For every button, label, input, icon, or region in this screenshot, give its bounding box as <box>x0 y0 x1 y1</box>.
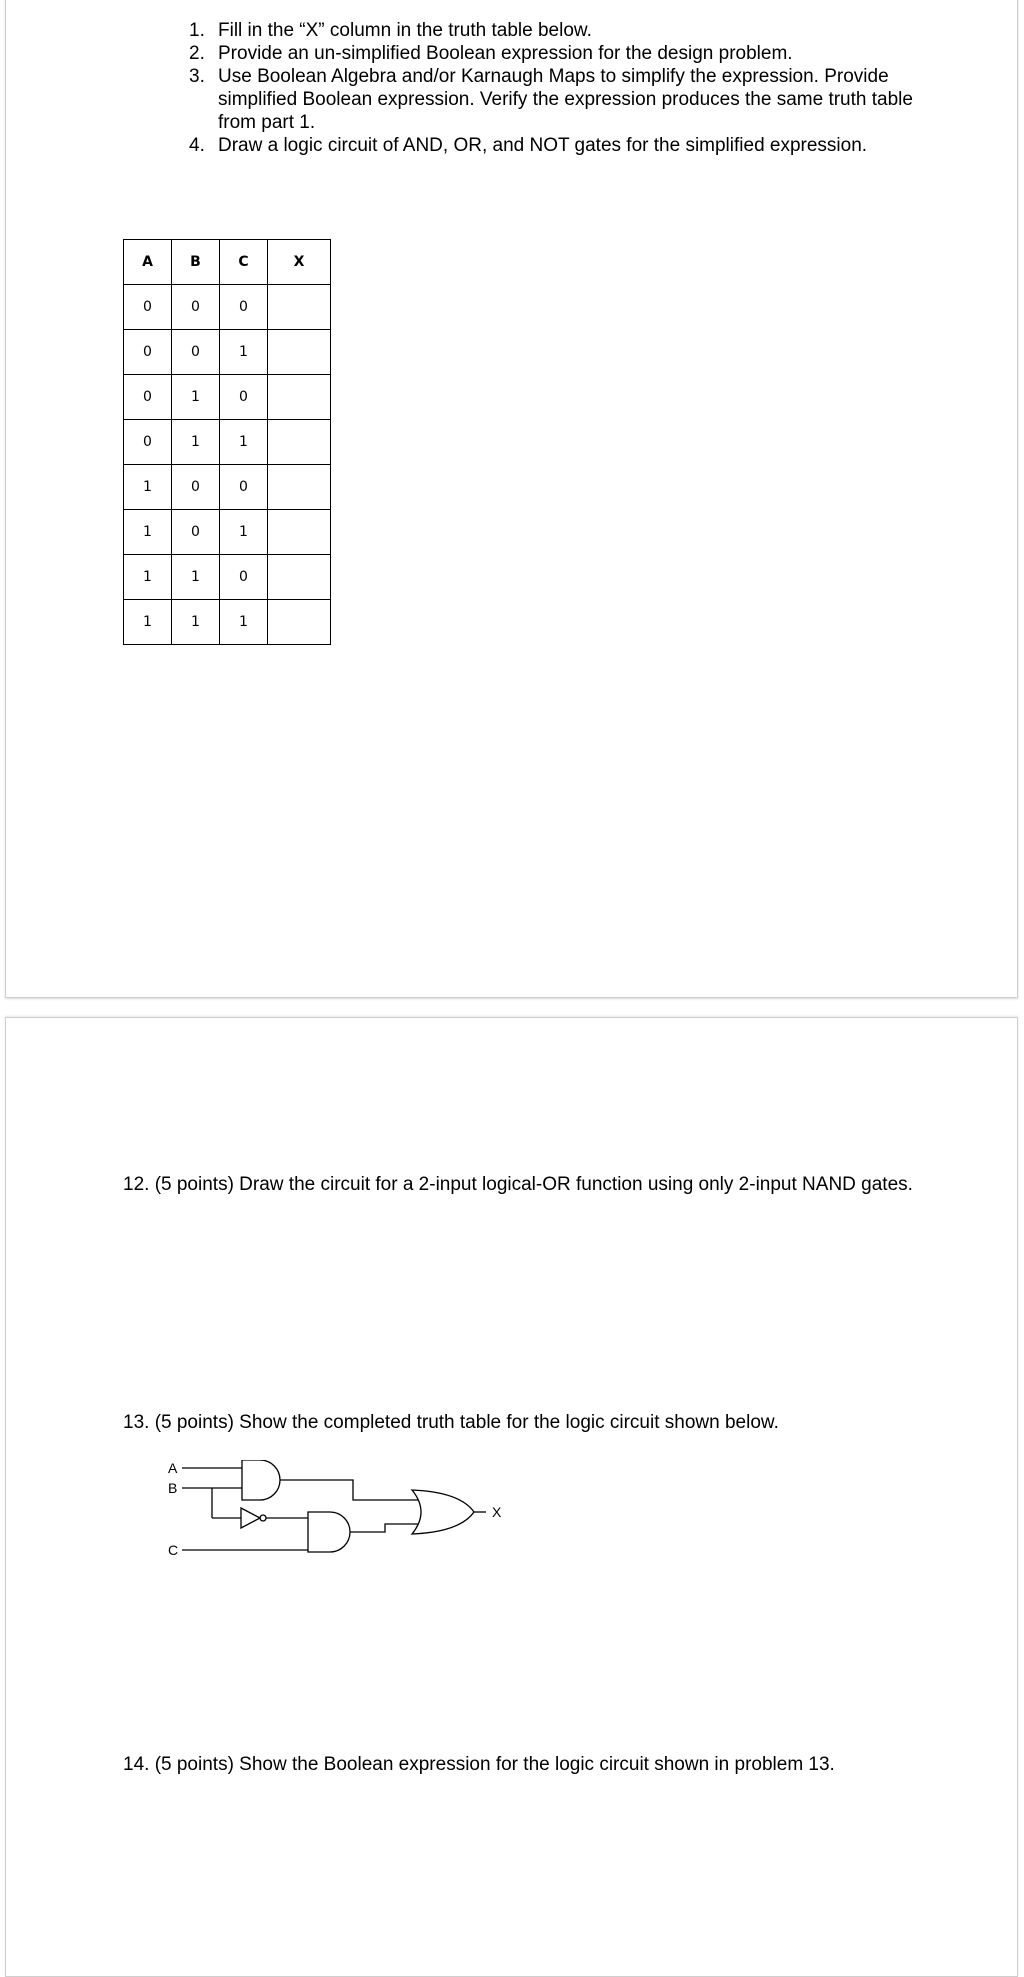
cell-b: 0 <box>172 510 220 555</box>
cell-c: 1 <box>220 420 268 465</box>
cell-c: 0 <box>220 555 268 600</box>
table-row <box>124 555 331 600</box>
wire-and1-to-or <box>280 1480 418 1500</box>
cell-x <box>268 285 331 330</box>
table-row <box>124 420 331 465</box>
cell-x <box>268 510 331 555</box>
cell-b: 0 <box>172 285 220 330</box>
document-page-1 <box>5 0 1018 998</box>
header-a: A <box>124 240 172 285</box>
cell-x <box>268 555 331 600</box>
label-x: X <box>492 1504 502 1520</box>
cell-a: 0 <box>124 330 172 375</box>
table-row <box>124 510 331 555</box>
header-c: C <box>220 240 268 285</box>
cell-b: 0 <box>172 330 220 375</box>
cell-x <box>268 420 331 465</box>
and-gate-2 <box>308 1512 350 1552</box>
cell-x <box>268 330 331 375</box>
question-12: 12. (5 points) Draw the circuit for a 2-input logical-OR function using only 2-input NAND gates. <box>123 1174 913 1195</box>
truth-table-header-row <box>124 240 331 285</box>
cell-b: 1 <box>172 600 220 645</box>
step-number: 1. <box>189 20 205 41</box>
label-c: C <box>168 1542 179 1558</box>
instruction-step-4 <box>181 134 941 157</box>
cell-a: 1 <box>124 510 172 555</box>
cell-a: 0 <box>124 375 172 420</box>
table-row <box>124 465 331 510</box>
step-text: Draw a logic circuit of AND, OR, and NOT gates for the simplified expression. <box>218 135 868 156</box>
question-14: 14. (5 points) Show the Boolean expression for the logic circuit shown in problem 13. <box>123 1754 835 1775</box>
instruction-step-3 <box>181 65 941 134</box>
cell-x <box>268 600 331 645</box>
label-a: A <box>168 1460 178 1476</box>
label-b: B <box>168 1480 178 1496</box>
cell-c: 1 <box>220 330 268 375</box>
step-number: 3. <box>189 66 205 87</box>
step-text: Fill in the “X” column in the truth table below. <box>218 20 592 41</box>
cell-b: 1 <box>172 375 220 420</box>
cell-a: 0 <box>124 285 172 330</box>
header-x: X <box>268 240 331 285</box>
step-text: Provide an un-simplified Boolean expression for the design problem. <box>218 43 793 64</box>
cell-b: 1 <box>172 555 220 600</box>
instruction-list <box>181 19 941 157</box>
cell-c: 1 <box>220 600 268 645</box>
cell-x <box>268 375 331 420</box>
cell-c: 1 <box>220 510 268 555</box>
or-gate <box>412 1490 474 1534</box>
table-row <box>124 330 331 375</box>
instruction-step-2 <box>181 42 941 65</box>
and-gate-1 <box>242 1460 280 1500</box>
wire-and2-to-or <box>350 1524 418 1532</box>
cell-c: 0 <box>220 465 268 510</box>
cell-b: 0 <box>172 465 220 510</box>
not-gate <box>241 1508 260 1528</box>
header-b: B <box>172 240 220 285</box>
table-row <box>124 600 331 645</box>
cell-c: 0 <box>220 285 268 330</box>
step-number: 2. <box>189 43 205 64</box>
table-row <box>124 375 331 420</box>
cell-x <box>268 465 331 510</box>
cell-a: 1 <box>124 555 172 600</box>
logic-circuit-diagram <box>160 1460 520 1590</box>
step-number: 4. <box>189 135 205 156</box>
cell-a: 0 <box>124 420 172 465</box>
instruction-step-1 <box>181 19 941 42</box>
step-text: Use Boolean Algebra and/or Karnaugh Maps to simplify the expression. Provide simplified Boolean expression. Verify the expression produces the same truth table from part 1. <box>218 66 913 133</box>
cell-a: 1 <box>124 465 172 510</box>
cell-a: 1 <box>124 600 172 645</box>
cell-c: 0 <box>220 375 268 420</box>
question-13: 13. (5 points) Show the completed truth table for the logic circuit shown below. <box>123 1412 779 1433</box>
cell-b: 1 <box>172 420 220 465</box>
table-row <box>124 285 331 330</box>
truth-table <box>123 239 331 645</box>
